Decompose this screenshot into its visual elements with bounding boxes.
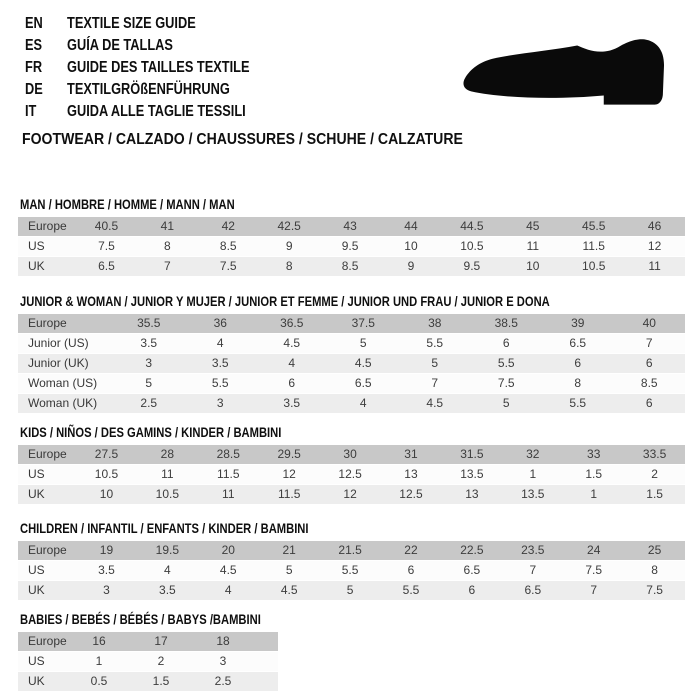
size-cell: 18	[216, 634, 230, 648]
size-cell: 21	[282, 543, 296, 557]
size-cell: 9	[285, 239, 293, 253]
size-cell: 3	[219, 654, 227, 668]
size-cell: 1	[590, 487, 598, 501]
size-cell: 39	[571, 316, 585, 330]
size-cell: 7.5	[219, 259, 237, 273]
size-cell: 3	[145, 356, 153, 370]
size-section	[0, 612, 700, 692]
size-cell: 40	[642, 316, 656, 330]
language-row	[25, 79, 295, 101]
table-row	[18, 237, 685, 256]
size-cell: 7	[590, 583, 598, 597]
size-section	[0, 294, 700, 414]
size-cell: 36	[213, 316, 227, 330]
size-cell: 11	[648, 259, 661, 273]
section-title-text: BABIES / BEBÉS / BÉBÉS / BABYS /BAMBINI	[20, 611, 261, 627]
section-title-text: JUNIOR & WOMAN / JUNIOR Y MUJER / JUNIOR ET FEMME / JUNIOR UND FRAU / JUNIOR E DONA	[20, 293, 550, 309]
table-row	[18, 394, 685, 413]
size-cell: 3.5	[211, 356, 229, 370]
size-cell: 11	[161, 467, 174, 481]
size-cell: 5.5	[211, 376, 229, 390]
size-cell: 10.5	[582, 259, 606, 273]
row-label: Europe	[28, 543, 67, 557]
size-cell: 6	[645, 396, 653, 410]
size-cell: 3.5	[98, 563, 115, 577]
size-cell: 11.5	[277, 487, 301, 501]
section-title	[20, 425, 700, 439]
size-cell: 23.5	[521, 543, 545, 557]
size-cell: 8.5	[219, 239, 237, 253]
size-cell: 1.5	[152, 674, 170, 688]
size-cell: 6.5	[354, 376, 372, 390]
section-title	[20, 197, 700, 211]
size-cell: 11.5	[582, 239, 605, 253]
size-cell: 5.5	[402, 583, 420, 597]
size-cell: 1.5	[585, 467, 603, 481]
size-table	[18, 445, 685, 504]
size-cell: 6.5	[463, 563, 481, 577]
table-header-row	[18, 445, 685, 464]
row-label: US	[28, 563, 45, 577]
category-line-text: FOOTWEAR / CALZADO / CHAUSSURES / SCHUHE / CALZATURE	[22, 131, 463, 148]
language-code: EN	[25, 15, 43, 32]
size-cell: 11.5	[217, 467, 240, 481]
size-cell: 10	[99, 487, 114, 501]
table-row	[18, 257, 685, 276]
table-header-row	[18, 541, 685, 560]
size-cell: 43	[343, 219, 357, 233]
size-cell: 7	[431, 376, 439, 390]
size-cell: 7	[645, 336, 653, 350]
size-cell: 8.5	[640, 376, 658, 390]
size-cell: 10	[404, 239, 418, 253]
size-cell: 46	[647, 219, 662, 233]
section-title-text: CHILDREN / INFANTIL / ENFANTS / KINDER / BAMBINI	[20, 520, 309, 536]
size-cell: 22	[404, 543, 418, 557]
language-row	[25, 57, 295, 79]
size-cell: 45.5	[582, 219, 606, 233]
size-cell: 5.5	[497, 356, 515, 370]
size-cell: 1	[529, 467, 537, 481]
size-table	[18, 314, 685, 413]
size-cell: 24	[587, 543, 601, 557]
size-table	[18, 217, 685, 276]
size-cell: 6	[468, 583, 476, 597]
size-cell: 8	[164, 239, 171, 253]
size-cell: 5	[346, 583, 354, 597]
size-cell: 42.5	[277, 219, 301, 233]
size-cell: 4.5	[280, 583, 298, 597]
table-row	[18, 672, 278, 691]
language-row	[25, 35, 295, 57]
size-cell: 8	[651, 563, 658, 577]
size-cell: 12.5	[399, 487, 423, 501]
table-row	[18, 485, 685, 504]
size-cell: 40.5	[94, 219, 119, 233]
row-label: UK	[28, 583, 45, 597]
size-cell: 7.5	[646, 583, 663, 597]
row-label: UK	[28, 674, 45, 688]
size-cell: 5	[145, 376, 153, 390]
language-label: GUÍA DE TALLAS	[67, 37, 173, 54]
language-code: ES	[25, 37, 43, 54]
size-section	[0, 521, 700, 601]
language-list	[25, 13, 295, 123]
language-code: FR	[25, 59, 43, 76]
language-code: DE	[25, 81, 43, 98]
row-label: Woman (UK)	[28, 396, 98, 410]
size-cell: 3	[103, 583, 110, 597]
size-cell: 0.5	[90, 674, 108, 688]
size-cell: 6.5	[569, 336, 587, 350]
language-label: TEXTILE SIZE GUIDE	[67, 15, 196, 32]
size-cell: 28	[160, 447, 175, 461]
size-cell: 4	[164, 563, 171, 577]
size-cell: 5.5	[569, 396, 587, 410]
size-cell: 3	[216, 396, 224, 410]
size-section	[0, 425, 700, 505]
language-row	[25, 13, 295, 35]
size-table	[18, 541, 685, 600]
size-cell: 6	[645, 356, 653, 370]
size-cell: 7	[164, 259, 171, 273]
size-cell: 1.5	[646, 487, 663, 501]
size-table	[18, 632, 278, 691]
size-cell: 4.5	[219, 563, 237, 577]
size-cell: 4.5	[426, 396, 444, 410]
size-cell: 5	[285, 563, 293, 577]
size-cell: 4.5	[283, 336, 301, 350]
size-cell: 6	[574, 356, 582, 370]
section-title-text: KIDS / NIÑOS / DES GAMINS / KINDER / BAMBINI	[20, 424, 282, 440]
size-cell: 10	[526, 259, 540, 273]
size-cell: 33.5	[642, 447, 667, 461]
row-label: Junior (US)	[28, 336, 89, 350]
size-cell: 11	[526, 239, 540, 253]
size-cell: 13.5	[521, 487, 545, 501]
size-cell: 5.5	[341, 563, 359, 577]
size-cell: 16	[92, 634, 106, 648]
size-cell: 12	[282, 467, 296, 481]
size-cell: 4	[288, 356, 296, 370]
size-cell: 19	[99, 543, 114, 557]
section-title	[20, 521, 700, 535]
size-cell: 4.5	[354, 356, 372, 370]
size-cell: 6	[288, 376, 296, 390]
size-cell: 3.5	[159, 583, 176, 597]
size-cell: 7	[529, 563, 537, 577]
size-cell: 33	[587, 447, 601, 461]
size-cell: 2	[157, 654, 165, 668]
size-cell: 45	[526, 219, 540, 233]
size-cell: 13	[404, 467, 418, 481]
table-row	[18, 354, 685, 373]
category-line	[22, 130, 523, 150]
table-row	[18, 652, 278, 671]
section-title-text: MAN / HOMBRE / HOMME / MANN / MAN	[20, 196, 235, 212]
size-cell: 4	[359, 396, 367, 410]
size-cell: 27.5	[94, 447, 119, 461]
size-cell: 9.5	[463, 259, 481, 273]
size-cell: 31.5	[460, 447, 484, 461]
size-cell: 29.5	[277, 447, 301, 461]
size-cell: 3.5	[140, 336, 158, 350]
row-label: Junior (UK)	[28, 356, 89, 370]
table-row	[18, 334, 685, 353]
size-cell: 22.5	[460, 543, 484, 557]
row-label: US	[28, 467, 45, 481]
size-cell: 20	[221, 543, 235, 557]
size-cell: 35.5	[137, 316, 161, 330]
size-cell: 30	[343, 447, 357, 461]
size-cell: 19.5	[155, 543, 180, 557]
table-header-row	[18, 314, 685, 333]
row-label: Europe	[28, 316, 67, 330]
size-cell: 6	[502, 336, 510, 350]
size-cell: 38	[428, 316, 442, 330]
table-header-row	[18, 217, 685, 236]
size-cell: 2.5	[140, 396, 158, 410]
row-label: Europe	[28, 219, 67, 233]
size-cell: 4	[216, 336, 224, 350]
size-cell: 5	[431, 356, 439, 370]
language-label: TEXTILGRÖßENFÜHRUNG	[67, 81, 230, 98]
size-cell: 7.5	[585, 563, 603, 577]
table-row	[18, 561, 685, 580]
size-cell: 4	[224, 583, 232, 597]
size-cell: 2	[651, 467, 658, 481]
size-cell: 8.5	[341, 259, 359, 273]
language-code: IT	[25, 103, 37, 120]
size-cell: 42	[221, 219, 235, 233]
size-cell: 6.5	[98, 259, 115, 273]
table-header-row	[18, 632, 278, 651]
size-cell: 3.5	[283, 396, 301, 410]
row-label: US	[28, 239, 45, 253]
size-cell: 9.5	[341, 239, 359, 253]
row-label: US	[28, 654, 45, 668]
dress-shoe-icon	[462, 34, 668, 110]
size-cell: 12.5	[338, 467, 362, 481]
size-cell: 44.5	[460, 219, 484, 233]
row-label: Europe	[28, 447, 67, 461]
language-row	[25, 101, 295, 123]
table-row	[18, 465, 685, 484]
size-cell: 10.5	[460, 239, 484, 253]
size-cell: 37.5	[351, 316, 375, 330]
size-cell: 1	[95, 654, 103, 668]
size-section	[0, 197, 700, 277]
size-cell: 6.5	[524, 583, 542, 597]
size-cell: 10.5	[94, 467, 119, 481]
language-label: GUIDE DES TAILLES TEXTILE	[67, 59, 250, 76]
size-cell: 31	[404, 447, 418, 461]
language-label: GUIDA ALLE TAGLIE TESSILI	[67, 103, 246, 120]
row-label: Woman (US)	[28, 376, 98, 390]
size-cell: 21.5	[338, 543, 362, 557]
size-cell: 36.5	[280, 316, 304, 330]
table-row	[18, 374, 685, 393]
row-label: UK	[28, 259, 45, 273]
size-cell: 5	[502, 396, 510, 410]
size-cell: 8	[574, 376, 582, 390]
size-cell: 8	[285, 259, 293, 273]
size-cell: 25	[647, 543, 662, 557]
size-cell: 9	[407, 259, 415, 273]
size-cell: 7.5	[98, 239, 115, 253]
size-cell: 38.5	[494, 316, 518, 330]
section-title	[20, 294, 700, 308]
size-cell: 5.5	[426, 336, 444, 350]
size-cell: 41	[160, 219, 175, 233]
size-cell: 12	[343, 487, 357, 501]
row-label: Europe	[28, 634, 67, 648]
row-label: UK	[28, 487, 45, 501]
size-cell: 32	[526, 447, 540, 461]
size-cell: 17	[154, 634, 168, 648]
section-title	[20, 612, 700, 626]
size-cell: 12	[647, 239, 662, 253]
size-cell: 10.5	[155, 487, 180, 501]
size-cell: 28.5	[216, 447, 240, 461]
table-row	[18, 581, 685, 600]
size-cell: 13.5	[460, 467, 484, 481]
size-cell: 11	[222, 487, 235, 501]
size-cell: 7.5	[497, 376, 515, 390]
size-cell: 44	[404, 219, 418, 233]
size-cell: 2.5	[214, 674, 232, 688]
size-cell: 13	[465, 487, 479, 501]
size-cell: 6	[407, 563, 415, 577]
size-cell: 5	[359, 336, 367, 350]
